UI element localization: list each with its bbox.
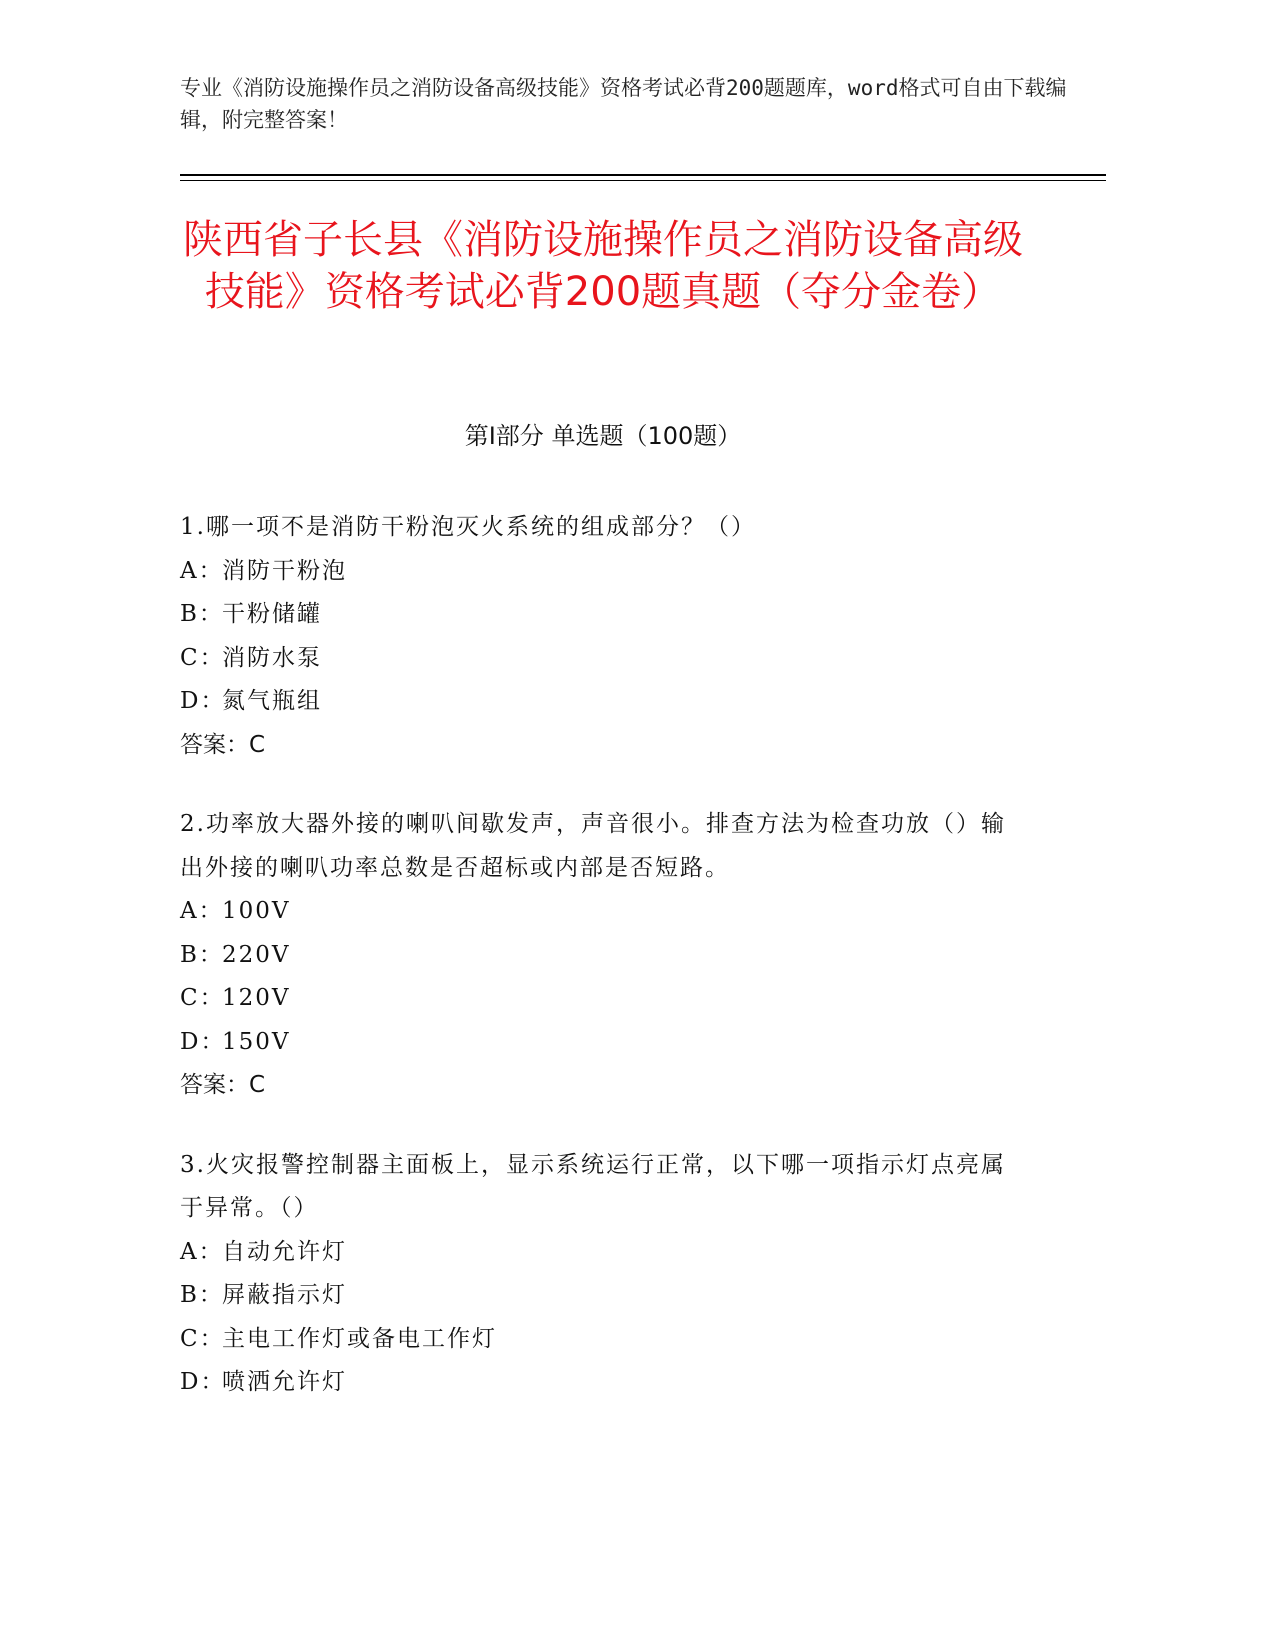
option-text: 喷洒允许灯 [222,1369,347,1395]
option-text: 氮气瓶组 [222,688,322,714]
option-text: 220V [222,941,291,968]
option-a [180,890,1020,934]
option-key: A： [180,1238,224,1265]
option-text: 自动允许灯 [222,1238,347,1265]
question-stem: 3.火灾报警控制器主面板上，显示系统运行正常，以下哪一项指示灯点亮属于异常。（） [180,1151,1006,1221]
option-key: C： [180,1325,225,1352]
option-d [180,1021,1020,1065]
option-key: B： [180,941,224,968]
option-text: 干粉储罐 [222,601,322,627]
option-d [180,680,1020,724]
question-item [180,506,1020,767]
section-title: 第Ⅰ部分 单选题（100题） [464,422,742,450]
option-d [180,1361,1020,1405]
document-title: 陕西省子长县《消防设施操作员之消防设备高级技能》资格考试必背200题真题（夺分金卷） [183,217,1023,315]
header-divider-thin [180,180,1106,181]
option-key: C： [180,644,225,671]
option-key: D： [180,688,226,714]
option-a [180,550,1020,594]
header-divider-thick [180,174,1106,176]
option-a [180,1231,1020,1275]
option-key: D： [180,1369,226,1395]
question-item [180,803,1020,1108]
question-stem: 2.功率放大器外接的喇叭间歇发声，声音很小。排查方法为检查功放（）输出外接的喇叭功率总数是否超标或内部是否短路。 [180,811,1006,881]
option-text: 屏蔽指示灯 [222,1282,347,1308]
option-b [180,593,1020,637]
option-text: 消防干粉泡 [222,557,347,584]
option-text: 100V [222,898,291,924]
option-b [180,1274,1020,1318]
question-item [180,1144,1020,1405]
option-key: A： [180,898,224,924]
option-text: 120V [222,985,291,1011]
option-key: A： [180,557,224,584]
answer-line: 答案：C [180,1072,266,1098]
option-key: D： [180,1028,226,1055]
header-note: 专业《消防设施操作员之消防设备高级技能》资格考试必背200题题库，word格式可自由下载编辑，附完整答案！ [180,76,1067,132]
option-c [180,1318,1020,1362]
question-list [180,506,1020,1441]
answer-line: 答案：C [180,731,266,758]
option-text: 150V [222,1028,291,1055]
question-stem: 1.哪一项不是消防干粉泡灭火系统的组成部分？（） [180,514,756,540]
option-text: 消防水泵 [222,644,322,671]
option-key: B： [180,601,224,627]
option-text: 主电工作灯或备电工作灯 [222,1325,497,1352]
option-key: C： [180,985,225,1011]
option-c [180,977,1020,1021]
option-key: B： [180,1282,224,1308]
option-c [180,637,1020,681]
option-b [180,934,1020,978]
